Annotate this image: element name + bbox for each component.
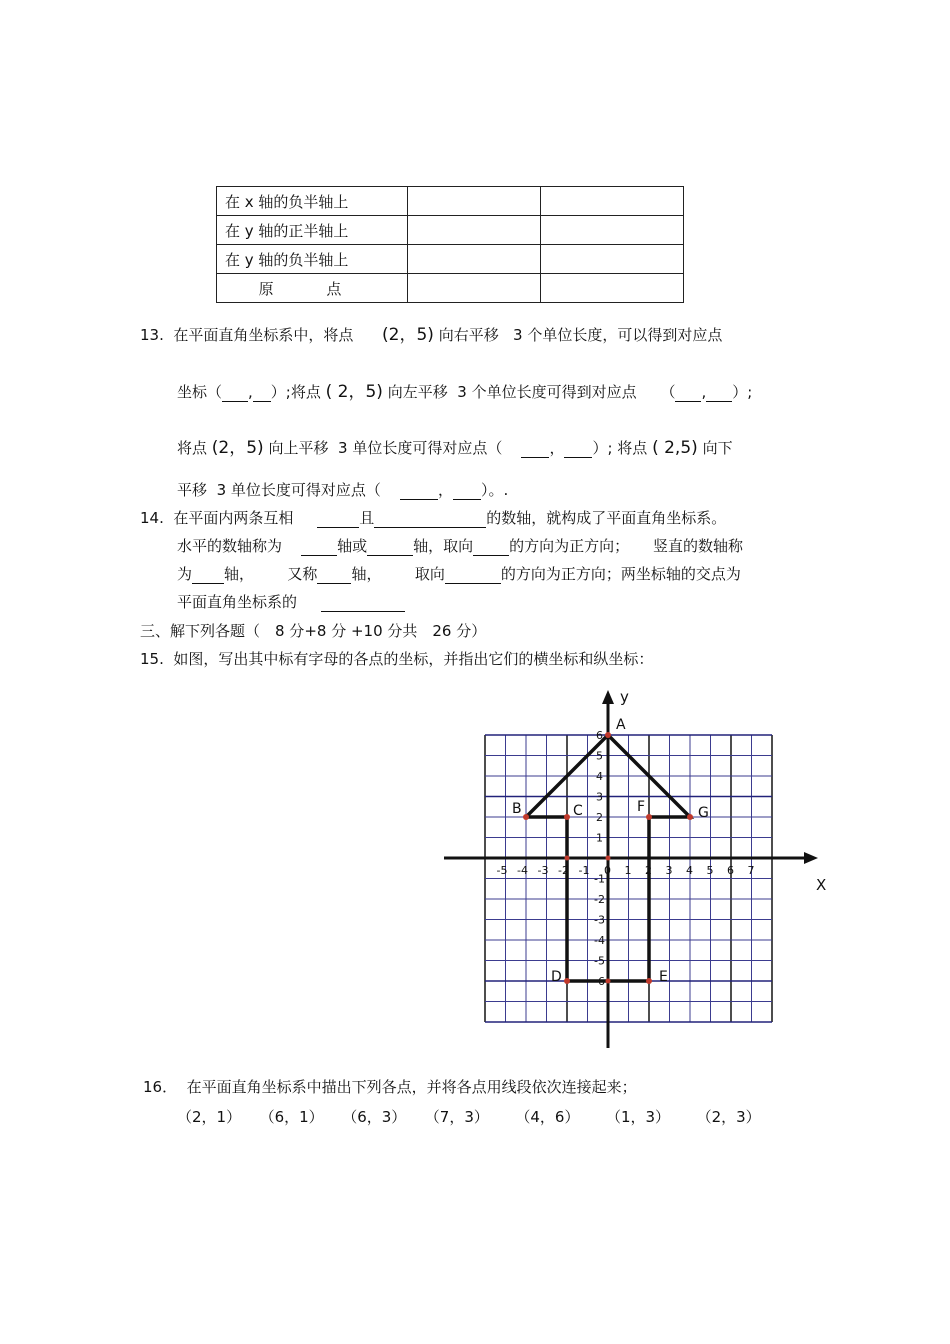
point-label: B [512, 801, 522, 817]
point-item: （6，1） [267, 1108, 324, 1126]
table-cell [408, 245, 541, 274]
q13-line-4 [177, 479, 508, 500]
text: 坐标（ [177, 383, 223, 401]
text: 向右平移 [438, 326, 499, 344]
text: 轴或 [337, 537, 368, 555]
point-d [564, 978, 570, 984]
marker-dot [606, 856, 611, 861]
answer-blank[interactable] [301, 540, 337, 556]
q14-line-1 [140, 507, 726, 528]
text: 轴，取向 [413, 537, 474, 555]
point-c [564, 814, 570, 820]
q16-line [143, 1076, 637, 1097]
text: 如图，写出其中标有字母的各点的坐标，并指出它们的横坐标和纵坐标： [173, 650, 654, 668]
point-a [605, 732, 611, 738]
x-tick-label: -1 [578, 864, 590, 877]
text: 取向 [414, 565, 445, 583]
table-row [217, 274, 684, 303]
table-cell-label: 原 点 [217, 274, 408, 303]
answer-blank[interactable] [445, 568, 501, 584]
answer-blank[interactable] [374, 512, 486, 528]
q14-line-3 [177, 563, 741, 584]
text: 水平的数轴称为 [177, 537, 283, 555]
text: 轴， [224, 565, 255, 583]
text: ， [437, 481, 453, 499]
point-text: ( 2,5) [652, 438, 698, 458]
answer-blank[interactable] [321, 596, 405, 612]
table-cell-label: 在 y 轴的正半轴上 [217, 216, 408, 245]
y-tick-label: -3 [594, 913, 605, 927]
answer-blank[interactable] [317, 512, 359, 528]
answer-blank[interactable] [675, 386, 701, 402]
section-heading: 三、解下列各题（ 8 分+8 分 +10 分共 26 分） [140, 622, 487, 640]
table-cell [541, 216, 684, 245]
answer-blank[interactable] [473, 540, 509, 556]
text: 向左平移 [387, 383, 448, 401]
point-item: （2，3） [704, 1108, 761, 1126]
table-cell [541, 274, 684, 303]
position-table [216, 186, 684, 303]
answer-blank[interactable] [400, 484, 438, 500]
question-number: 13. [140, 326, 164, 344]
y-tick-label: 6 [596, 729, 603, 742]
text: 向上平移 [268, 439, 329, 457]
table-cell [408, 187, 541, 216]
coordinate-graph [430, 680, 840, 1060]
y-tick-label: -1 [594, 872, 605, 886]
text: , [701, 383, 707, 401]
text: 又称 [287, 565, 318, 583]
q13-line-1 [140, 320, 722, 345]
y-tick-label: -6 [594, 975, 605, 988]
answer-blank[interactable] [222, 386, 248, 402]
x-tick-label: -2 [558, 864, 569, 877]
answer-blank[interactable] [706, 386, 732, 402]
question-number: 15. [140, 650, 164, 668]
y-axis-label: y [620, 688, 629, 706]
text: ）; [732, 383, 753, 401]
marker-dot [606, 979, 611, 984]
point-label: A [616, 717, 626, 733]
point-item: （6，3） [349, 1108, 407, 1126]
text: 的方向为正方向； [509, 537, 630, 555]
text: , [248, 383, 253, 401]
table-row [217, 187, 684, 216]
table-cell [541, 187, 684, 216]
text: 的数轴，就构成了平面直角坐标系。 [486, 509, 727, 527]
text: 3 单位长度可得对应点（ [216, 481, 381, 499]
y-tick-label: 1 [596, 831, 603, 845]
x-tick-label: 1 [624, 864, 632, 877]
answer-blank[interactable] [253, 386, 271, 402]
point-text: (2，5) [382, 325, 434, 345]
text: ， [549, 439, 565, 457]
text: 为 [177, 565, 193, 583]
point-item: （1，3） [613, 1108, 671, 1126]
q13-line-2 [177, 377, 752, 402]
point-item: （4，6） [522, 1108, 580, 1126]
y-tick-label: -4 [594, 934, 605, 947]
answer-blank[interactable] [564, 442, 592, 458]
text: 轴， [351, 565, 382, 583]
y-axis-arrow-icon [602, 690, 614, 704]
x-tick-label: 2 [645, 864, 652, 877]
marker-dot [565, 856, 570, 861]
answer-blank[interactable] [192, 568, 224, 584]
y-tick-label: 3 [596, 790, 603, 804]
table-cell [408, 216, 541, 245]
x-tick-label: 3 [665, 864, 673, 877]
q15-line [140, 648, 653, 669]
text: 将点 [177, 439, 208, 457]
answer-blank[interactable] [521, 442, 549, 458]
text: 3 单位长度可得对应点（ [338, 439, 503, 457]
point-label: G [698, 805, 709, 821]
x-tick-label: -4 [517, 864, 528, 877]
point-label: F [637, 799, 646, 815]
x-tick-label: -3 [537, 864, 549, 877]
point-item: （2，1） [177, 1108, 242, 1126]
answer-blank[interactable] [367, 540, 413, 556]
x-axis-arrow-icon [804, 852, 818, 864]
x-tick-label: 6 [727, 864, 734, 877]
text: 向下 [702, 439, 733, 457]
x-tick-label: 7 [747, 864, 755, 877]
text: 在平面内两条互相 [173, 509, 294, 527]
x-tick-label: -5 [496, 864, 508, 877]
text: ）; 将点 [592, 439, 648, 457]
text: （ [660, 383, 676, 401]
question-number: 16． [143, 1078, 178, 1096]
point-text: (2，5) [211, 438, 264, 458]
q16-points [177, 1106, 761, 1127]
text: 竖直的数轴称 [652, 537, 743, 555]
y-tick-label: -2 [594, 893, 605, 906]
table-row [217, 216, 684, 245]
point-label: E [659, 969, 668, 985]
text: 3 个单位长度可得到对应点 [457, 383, 637, 401]
point-b [523, 814, 529, 820]
point-label: C [573, 803, 583, 819]
text: 3 个单位长度，可以得到对应点 [513, 326, 723, 344]
point-e [646, 978, 652, 984]
text: 平移 [177, 481, 208, 499]
y-tick-label: 5 [596, 749, 603, 763]
table-cell-label: 在 x 轴的负半轴上 [217, 187, 408, 216]
y-tick-label: -5 [594, 954, 605, 968]
question-number: 14. [140, 509, 164, 527]
point-item: （7，3） [432, 1108, 489, 1126]
q13-line-3 [177, 433, 733, 458]
text: 的方向为正方向；两坐标轴的交点为 [500, 565, 741, 583]
text: ）;将点 [270, 383, 321, 401]
x-axis-label: X [816, 876, 827, 894]
answer-blank[interactable] [317, 568, 351, 584]
table-cell [408, 274, 541, 303]
answer-blank[interactable] [453, 484, 481, 500]
point-label: D [551, 969, 562, 985]
text: 在平面直角坐标系中描出下列各点，并将各点用线段依次连接起来； [186, 1078, 637, 1096]
table-cell-label: 在 y 轴的负半轴上 [217, 245, 408, 274]
text: 在平面直角坐标系中，将点 [173, 326, 354, 344]
y-tick-label: 4 [596, 770, 603, 783]
point-f [646, 814, 652, 820]
table-row [217, 245, 684, 274]
text: ）。. [480, 481, 509, 499]
text: 且 [359, 509, 375, 527]
point-g [687, 814, 693, 820]
x-tick-label: 5 [706, 864, 714, 877]
q14-line-2 [177, 535, 743, 556]
y-tick-label: 2 [596, 811, 603, 824]
q14-line-4 [177, 591, 405, 612]
x-tick-label: 4 [686, 864, 693, 877]
text: 平面直角坐标系的 [177, 593, 298, 611]
table-cell [541, 245, 684, 274]
x-tick-label: 0 [604, 864, 611, 877]
point-text: ( 2，5) [325, 382, 383, 402]
